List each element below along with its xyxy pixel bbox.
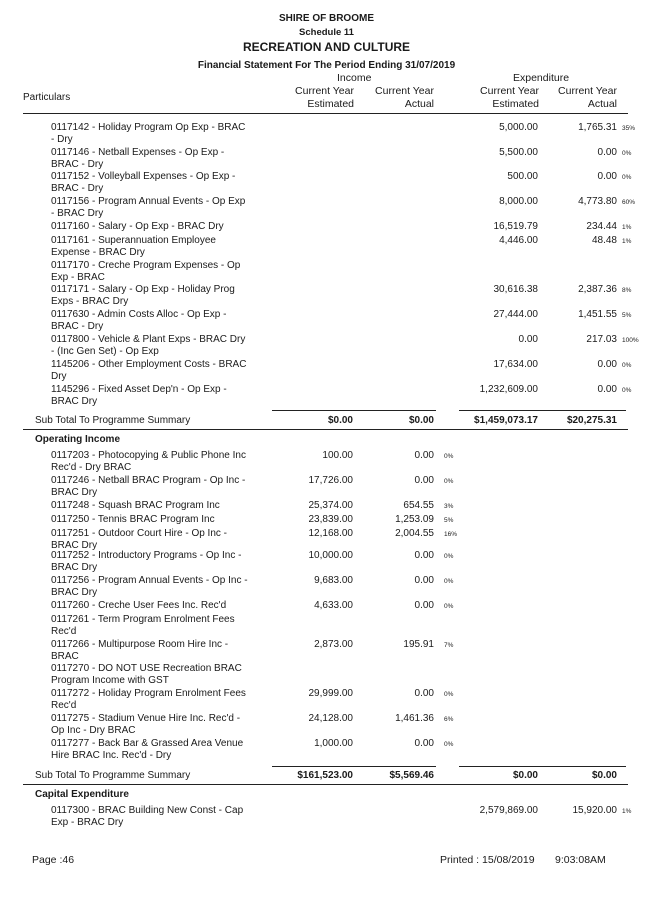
row-inc-percent: 0% — [444, 478, 454, 485]
particulars-header: Particulars — [23, 92, 71, 103]
row-exp-percent: 1% — [622, 224, 632, 231]
printed-date: Printed : 15/08/2019 — [440, 854, 535, 866]
row-exp-percent: 8% — [622, 287, 632, 294]
row-inc-actual: 2,004.55 — [395, 528, 434, 539]
row-exp-estimated: 0.00 — [518, 334, 538, 345]
row-inc-estimated: 100.00 — [322, 450, 353, 461]
row-inc-percent: 3% — [444, 503, 454, 510]
row-desc-line1: 1145206 - Other Employment Costs - BRAC — [51, 359, 247, 370]
row-desc-line1: 0117800 - Vehicle & Plant Exps - BRAC Dry — [51, 334, 246, 345]
row-inc-actual: 0.00 — [414, 575, 434, 586]
row-inc-actual: 1,253.09 — [395, 514, 434, 525]
subtotal2-exp-act: $0.00 — [591, 770, 617, 781]
row-exp-estimated: 500.00 — [507, 171, 538, 182]
row-exp-actual: 0.00 — [597, 171, 617, 182]
row-exp-estimated: 5,500.00 — [499, 147, 538, 158]
row-inc-estimated: 23,839.00 — [308, 514, 353, 525]
row-inc-actual: 1,461.36 — [395, 713, 434, 724]
page-number: Page :46 — [32, 854, 75, 866]
row-exp-actual: 2,387.36 — [578, 284, 617, 295]
row-exp-estimated: 8,000.00 — [499, 196, 538, 207]
row-exp-actual: 4,773.80 — [578, 196, 617, 207]
capital-expenditure-heading: Capital Expenditure — [35, 789, 129, 800]
row-inc-percent: 0% — [444, 603, 454, 610]
row-desc-line2: Expense - BRAC Dry — [51, 247, 145, 259]
row-inc-actual: 0.00 — [414, 475, 434, 486]
row-exp-actual: 48.48 — [591, 235, 617, 246]
row-desc-line2: Rec'd — [51, 700, 77, 712]
row-exp-actual: 217.03 — [586, 334, 617, 345]
row-desc-line1: 0117248 - Squash BRAC Program Inc — [51, 500, 220, 511]
row-inc-estimated: 25,374.00 — [308, 500, 353, 511]
org-name: SHIRE OF BROOME — [278, 13, 374, 24]
row-inc-estimated: 24,128.00 — [308, 713, 353, 724]
row-exp-percent: 35% — [622, 125, 636, 132]
row-desc-line1: 0117250 - Tennis BRAC Program Inc — [51, 514, 215, 525]
col-income-actual-header: Current Year Actual — [375, 85, 434, 110]
col-exp-estimated-header: Current Year Estimated — [480, 85, 539, 110]
row-exp-estimated: 5,000.00 — [499, 122, 538, 133]
row-inc-actual: 0.00 — [414, 600, 434, 611]
row-desc-line1: 0117300 - BRAC Building New Const - Cap — [51, 805, 244, 816]
row-exp-actual: 0.00 — [597, 147, 617, 158]
row-exp-percent: 100% — [622, 337, 639, 344]
row-desc-line1: 0117251 - Outdoor Court Hire - Op Inc - — [51, 528, 228, 539]
row-desc-line2: Op Inc - Dry BRAC — [51, 725, 136, 737]
row-desc-line2: BRAC - Dry — [51, 321, 104, 333]
row-inc-percent: 6% — [444, 716, 454, 723]
statement-title: Financial Statement For The Period Ending 31/07/2019 — [197, 60, 456, 71]
row-inc-estimated: 1,000.00 — [314, 738, 353, 749]
row-inc-actual: 0.00 — [414, 688, 434, 699]
row-exp-percent: 0% — [622, 150, 632, 157]
subtotal1-rule — [23, 429, 628, 430]
operating-income-heading: Operating Income — [35, 434, 121, 445]
row-inc-actual: 0.00 — [414, 738, 434, 749]
row-desc-line2: Dry — [51, 371, 67, 383]
row-desc-line1: 0117203 - Photocopying & Public Phone Inc — [51, 450, 246, 461]
subtotal1-exp-est: $1,459,073.17 — [474, 415, 538, 426]
row-exp-percent: 1% — [622, 808, 632, 815]
subtotal2-rule — [23, 784, 628, 785]
row-exp-estimated: 4,446.00 — [499, 235, 538, 246]
row-exp-actual: 0.00 — [597, 359, 617, 370]
row-exp-estimated: 30,616.38 — [493, 284, 538, 295]
subtotal1-inc-act: $0.00 — [408, 415, 434, 426]
row-desc-line1: 0117156 - Program Annual Events - Op Exp — [51, 196, 246, 207]
subtotal2-exp-rule — [459, 766, 626, 767]
subtotal1-exp-act: $20,275.31 — [566, 415, 617, 426]
row-desc-line2: BRAC - Dry — [51, 159, 104, 171]
expenditure-group-label: Expenditure — [513, 72, 570, 84]
row-desc-line2: Rec'd — [51, 626, 77, 638]
row-exp-estimated: 2,579,869.00 — [479, 805, 538, 816]
subtotal2-income-rule — [272, 766, 436, 767]
row-inc-estimated: 12,168.00 — [308, 528, 353, 539]
row-inc-estimated: 17,726.00 — [308, 475, 353, 486]
row-desc-line2: BRAC — [51, 651, 79, 663]
row-desc-line2: - Dry — [51, 134, 73, 146]
row-exp-actual: 0.00 — [597, 384, 617, 395]
row-desc-line1: 0117161 - Superannuation Employee — [51, 235, 216, 246]
row-inc-actual: 195.91 — [403, 639, 434, 650]
row-exp-percent: 0% — [622, 362, 632, 369]
row-desc-line1: 0117261 - Term Program Enrolment Fees — [51, 614, 235, 625]
row-desc-line2: Exp - BRAC — [51, 272, 105, 284]
row-desc-line1: 0117252 - Introductory Programs - Op Inc - — [51, 550, 242, 561]
row-desc-line2: Hire BRAC Inc. Rec'd - Dry — [51, 750, 172, 762]
row-inc-estimated: 10,000.00 — [308, 550, 353, 561]
row-desc-line1: 0117171 - Salary - Op Exp - Holiday Prog — [51, 284, 235, 295]
row-exp-estimated: 27,444.00 — [493, 309, 538, 320]
row-exp-actual: 15,920.00 — [572, 805, 617, 816]
row-exp-percent: 0% — [622, 174, 632, 181]
row-desc-line2: Exp - BRAC Dry — [51, 817, 124, 829]
row-desc-line1: 0117272 - Holiday Program Enrolment Fees — [51, 688, 246, 699]
row-inc-percent: 0% — [444, 691, 454, 698]
header-rule — [23, 113, 628, 114]
row-desc-line1: 0117275 - Stadium Venue Hire Inc. Rec'd - — [51, 713, 241, 724]
row-exp-percent: 5% — [622, 312, 632, 319]
row-desc-line1: 0117160 - Salary - Op Exp - BRAC Dry — [51, 221, 224, 232]
row-exp-estimated: 17,634.00 — [493, 359, 538, 370]
subtotal2-exp-est: $0.00 — [512, 770, 538, 781]
row-inc-actual: 0.00 — [414, 550, 434, 561]
row-inc-percent: 7% — [444, 642, 454, 649]
schedule-label: Schedule 11 — [299, 27, 354, 38]
row-inc-actual: 0.00 — [414, 450, 434, 461]
row-inc-estimated: 4,633.00 — [314, 600, 353, 611]
row-exp-percent: 1% — [622, 238, 632, 245]
row-desc-line1: 0117630 - Admin Costs Alloc - Op Exp - — [51, 309, 227, 320]
row-exp-actual: 1,451.55 — [578, 309, 617, 320]
row-inc-estimated: 9,683.00 — [314, 575, 353, 586]
row-exp-actual: 234.44 — [586, 221, 617, 232]
row-inc-percent: 0% — [444, 553, 454, 560]
row-exp-percent: 60% — [622, 199, 636, 206]
subtotal2-inc-est: $161,523.00 — [297, 770, 353, 781]
row-desc-line2: - BRAC Dry — [51, 208, 104, 220]
col-income-estimated-header: Current Year Estimated — [295, 85, 354, 110]
row-desc-line2: Exps - BRAC Dry — [51, 296, 129, 308]
row-desc-line1: 0117246 - Netball BRAC Program - Op Inc - — [51, 475, 246, 486]
row-inc-actual: 654.55 — [403, 500, 434, 511]
row-desc-line1: 0117260 - Creche User Fees Inc. Rec'd — [51, 600, 227, 611]
row-exp-estimated: 16,519.79 — [493, 221, 538, 232]
row-desc-line2: BRAC Dry — [51, 396, 98, 408]
row-inc-percent: 16% — [444, 531, 458, 538]
col-exp-actual-header: Current Year Actual — [558, 85, 617, 110]
row-desc-line2: - (Inc Gen Set) - Op Exp — [51, 346, 159, 358]
row-desc-line2: BRAC Dry — [51, 562, 98, 574]
row-inc-estimated: 29,999.00 — [308, 688, 353, 699]
row-desc-line1: 0117270 - DO NOT USE Recreation BRAC — [51, 663, 242, 674]
row-desc-line2: BRAC Dry — [51, 487, 98, 499]
row-inc-estimated: 2,873.00 — [314, 639, 353, 650]
row-inc-percent: 0% — [444, 453, 454, 460]
subtotal1-income-rule — [272, 410, 436, 411]
subtotal1-inc-est: $0.00 — [327, 415, 353, 426]
row-desc-line1: 0117256 - Program Annual Events - Op Inc - — [51, 575, 248, 586]
row-desc-line1: 0117266 - Multipurpose Room Hire Inc - — [51, 639, 229, 650]
row-desc-line1: 0117277 - Back Bar & Grassed Area Venue — [51, 738, 244, 749]
subtotal1-exp-rule — [459, 410, 626, 411]
row-desc-line1: 0117142 - Holiday Program Op Exp - BRAC — [51, 122, 246, 133]
row-desc-line1: 0117152 - Volleyball Expenses - Op Exp - — [51, 171, 236, 182]
printed-time: 9:03:08AM — [555, 854, 606, 866]
row-desc-line2: BRAC - Dry — [51, 183, 104, 195]
subtotal1-label: Sub Total To Programme Summary — [35, 415, 191, 426]
subtotal2-label: Sub Total To Programme Summary — [35, 770, 191, 781]
income-group-label: Income — [337, 72, 372, 84]
row-desc-line2: BRAC Dry — [51, 540, 98, 552]
row-desc-line1: 0117170 - Creche Program Expenses - Op — [51, 260, 241, 271]
row-inc-percent: 0% — [444, 741, 454, 748]
row-desc-line1: 1145296 - Fixed Asset Dep'n - Op Exp - — [51, 384, 227, 395]
subtotal2-inc-act: $5,569.46 — [389, 770, 434, 781]
section-title: RECREATION AND CULTURE — [242, 40, 411, 54]
row-exp-actual: 1,765.31 — [578, 122, 617, 133]
row-desc-line2: BRAC Dry — [51, 587, 98, 599]
row-desc-line2: Rec'd - Dry BRAC — [51, 462, 132, 474]
row-exp-estimated: 1,232,609.00 — [479, 384, 538, 395]
row-inc-percent: 5% — [444, 517, 454, 524]
row-desc-line2: Program Income with GST — [51, 675, 169, 687]
row-desc-line1: 0117146 - Netball Expenses - Op Exp - — [51, 147, 225, 158]
row-inc-percent: 0% — [444, 578, 454, 585]
row-exp-percent: 0% — [622, 387, 632, 394]
